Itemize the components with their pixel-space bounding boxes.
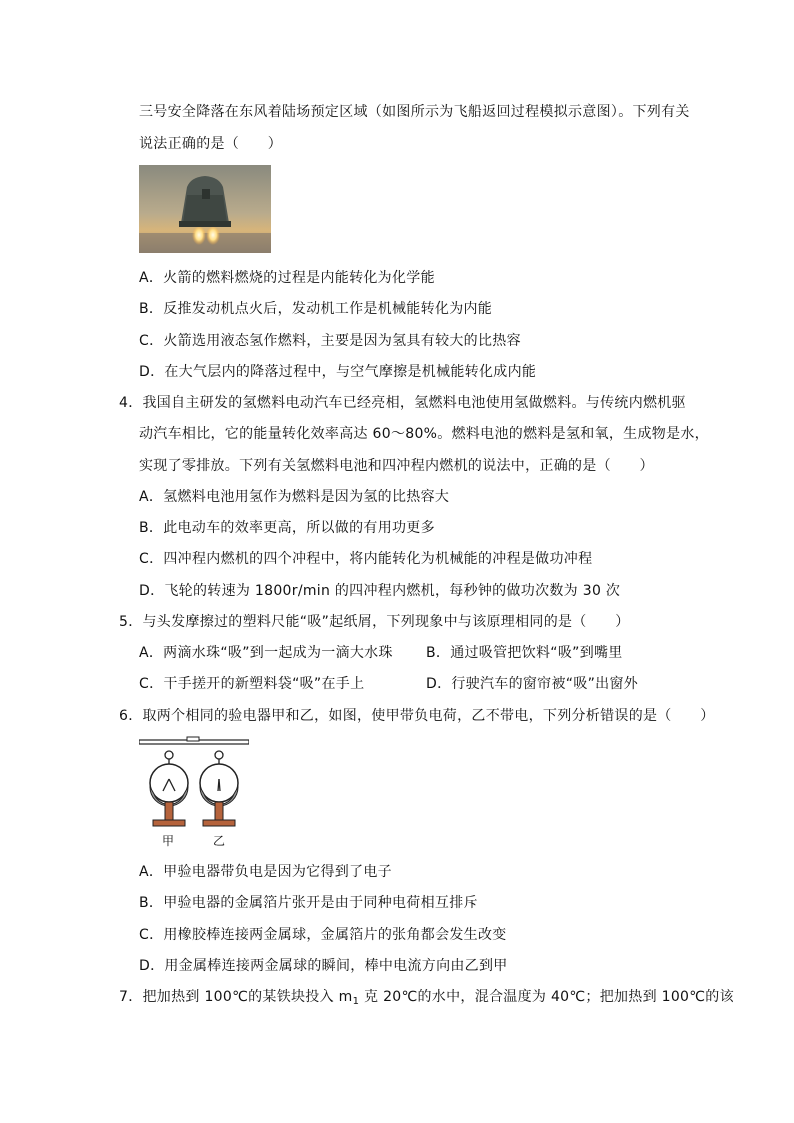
electroscope-label-jia: 甲 bbox=[162, 834, 175, 848]
q3-stem-line2: 说法正确的是（ ） bbox=[139, 136, 282, 152]
q4-stem-line3: 实现了零排放。下列有关氢燃料电池和四冲程内燃机的说法中，正确的是（ ） bbox=[139, 458, 654, 474]
q6-option-c: C．用橡胶棒连接两金属球，金属箔片的张角都会发生改变 bbox=[139, 927, 507, 943]
q4-option-a: A．氢燃料电池用氢作为燃料是因为氢的比热容大 bbox=[139, 489, 450, 505]
q5-option-c: C．干手搓开的新塑料袋“吸”在手上 bbox=[139, 676, 365, 692]
q5-stem: 5．与头发摩擦过的塑料尺能“吸”起纸屑，下列现象中与该原理相同的是（ ） bbox=[119, 614, 630, 630]
q4-stem-line1: 4．我国自主研发的氢燃料电动汽车已经亮相，氢燃料电池使用氢做燃料。与传统内燃机驱 bbox=[119, 395, 686, 411]
q3-option-a: A．火箭的燃料燃烧的过程是内能转化为化学能 bbox=[139, 270, 435, 286]
q5-option-a: A．两滴水珠“吸”到一起成为一滴大水珠 bbox=[139, 645, 393, 661]
q3-option-d: D．在大气层内的降落过程中，与空气摩擦是机械能转化成内能 bbox=[139, 364, 537, 380]
electroscope-diagram bbox=[139, 735, 249, 850]
q5-option-b: B．通过吸管把饮料“吸”到嘴里 bbox=[426, 645, 623, 661]
q6-stem: 6．取两个相同的验电器甲和乙，如图，使甲带负电荷，乙不带电，下列分析错误的是（ ） bbox=[119, 708, 715, 724]
q3-option-b: B．反推发动机点火后，发动机工作是机械能转化为内能 bbox=[139, 301, 493, 317]
electroscope-label-yi: 乙 bbox=[213, 834, 226, 848]
q7-stem: 7．把加热到 100℃的某铁块投入 $m_1$ 克 20℃的水中，混合温度为 40℃；把加热到 100℃的该 bbox=[119, 989, 734, 1007]
q4-option-c: C．四冲程内燃机的四个冲程中，将内能转化为机械能的冲程是做功冲程 bbox=[139, 551, 593, 567]
q4-option-b: B．此电动车的效率更高，所以做的有用功更多 bbox=[139, 520, 435, 536]
q3-option-c: C．火箭选用液态氢作燃料，主要是因为氢具有较大的比热容 bbox=[139, 333, 521, 349]
q3-stem-line1: 三号安全降落在东风着陆场预定区域（如图所示为飞船返回过程模拟示意图）。下列有关 bbox=[139, 104, 690, 120]
q4-option-d: D．飞轮的转速为 1800r/min 的四冲程内燃机，每秒钟的做功次数为 30 次 bbox=[139, 583, 621, 599]
q6-option-a: A．甲验电器带负电是因为它得到了电子 bbox=[139, 864, 392, 880]
q6-option-d: D．用金属棒连接两金属球的瞬间，棒中电流方向由乙到甲 bbox=[139, 958, 508, 974]
q6-option-b: B．甲验电器的金属箔片张开是由于同种电荷相互排斥 bbox=[139, 895, 478, 911]
q4-stem-line2: 动汽车相比，它的能量转化效率高达 60～80%。燃料电池的燃料是氢和氧，生成物是水， bbox=[139, 426, 709, 442]
q5-option-d: D．行驶汽车的窗帘被“吸”出窗外 bbox=[426, 676, 639, 692]
capsule-return-photo bbox=[139, 165, 271, 253]
